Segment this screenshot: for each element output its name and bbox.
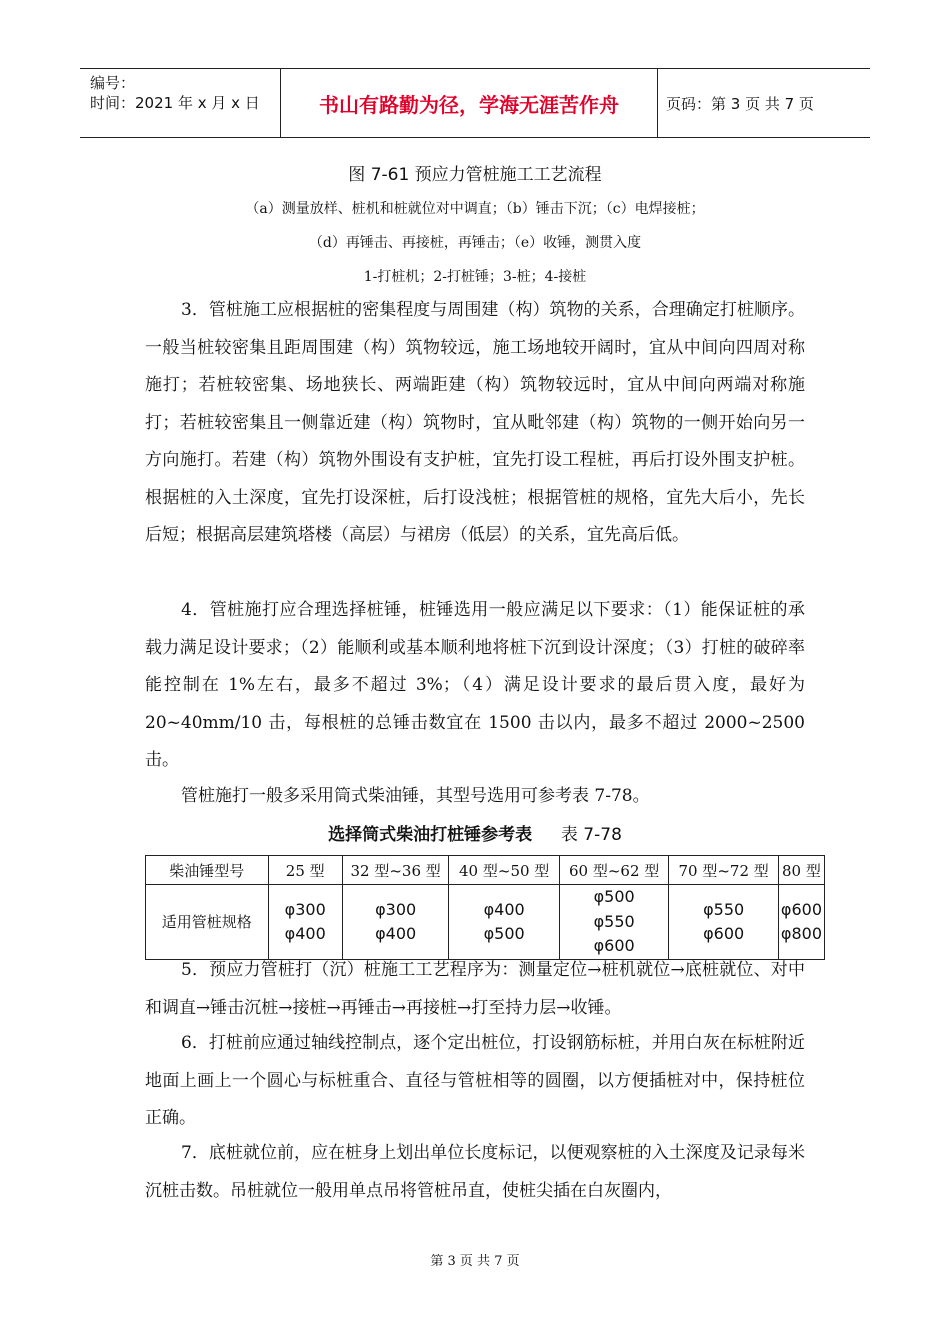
figure-caption-3: 1-打桩机；2-打桩锤；3-桩；4-接桩 (363, 269, 587, 285)
table-title-row (0, 820, 950, 845)
table-header-cell: 60 型~62 型 (559, 856, 668, 885)
document-date: 时间：2021 年 x 月 x 日 (90, 94, 260, 112)
page-footer: 第 3 页 共 7 页 (430, 1254, 520, 1269)
header-motto: 书山有路勤为径，学海无涯苦作舟 (280, 69, 658, 137)
table-number: 表 7-78 (560, 825, 622, 845)
table-cell: φ300 φ400 (268, 885, 342, 960)
table-header-cell: 70 型~72 型 (669, 856, 779, 885)
table-header-row (146, 856, 825, 885)
table-header-cell: 25 型 (268, 856, 342, 885)
paragraph-7: 7．底桩就位前，应在桩身上划出单位长度标记，以便观察桩的入土深度及记录每米沉桩击数。吊桩就位一般用单点吊将管桩吊直，使桩尖插在白灰圈内， (145, 1143, 805, 1201)
table-row-label: 适用管桩规格 (146, 885, 269, 960)
header-meta (80, 69, 280, 137)
table-cell: φ500 φ550 φ600 (559, 885, 668, 960)
document-number: 编号： (90, 74, 136, 92)
table-cell: φ400 φ500 (449, 885, 559, 960)
paragraph-4-note: 管桩施打一般多采用筒式柴油锤，其型号选用可参考表 7-78。 (181, 786, 650, 806)
table-header-cell: 32 型~36 型 (342, 856, 449, 885)
paragraph-3: 3．管桩施工应根据桩的密集程度与周围建（构）筑物的关系，合理确定打桩顺序。一般当桩较密集且距周围建（构）筑物较远，施工场地较开阔时，宜从中间向四周对称施打；若桩较密集、场地狭长、两端距建（构）筑物较远时，宜从中间向两端对称施打；若桩较密集且一侧靠近建（构）筑物时，宜从毗邻建（构）筑物的一侧开始向另一方向施打。若建（构）筑物外围设有支护桩，宜先打设工程桩，再后打设外围支护桩。根据桩的入土深度，宜先打设深桩，后打设浅桩；根据管桩的规格，宜先大后小，先长后短；根据高层建筑塔楼（高层）与裙房（低层）的关系，宜先高后低。 (145, 300, 805, 545)
paragraph-5: 5．预应力管桩打（沉）桩施工工艺程序为：测量定位→桩机就位→底桩就位、对中和调直→锤击沉桩→接桩→再锤击→再接桩→打至持力层→收锤。 (145, 960, 805, 1018)
figure-caption-1: （a）测量放样、桩机和桩就位对中调直；（b）锤击下沉；（c）电焊接桩； (245, 201, 705, 217)
table-cell: φ300 φ400 (342, 885, 449, 960)
table-header-cell: 柴油锤型号 (146, 856, 269, 885)
paragraph-4: 4．管桩施打应合理选择桩锤，桩锤选用一般应满足以下要求：（1）能保证桩的承载力满足设计要求；（2）能顺利或基本顺利地将桩下沉到设计深度；（3）打桩的破碎率能控制在 1%左右，最多不超过 3%；（4）满足设计要求的最后贯入度，最好为 20~40mm/10 击，每根桩的总锤击数宜在 1500 击以内，最多不超过 2000~2500 击。 (145, 600, 805, 770)
table-cell: φ550 φ600 (669, 885, 779, 960)
figure-title: 图 7-61 预应力管桩施工工艺流程 (348, 165, 602, 185)
table-title: 选择筒式柴油打桩锤参考表 (328, 825, 533, 845)
table-cell: φ600 φ800 (778, 885, 824, 960)
table-header-cell: 80 型 (778, 856, 824, 885)
header-page-number: 页码：第 3 页 共 7 页 (666, 94, 814, 113)
table-row (146, 885, 825, 960)
paragraph-6: 6．打桩前应通过轴线控制点，逐个定出桩位，打设钢筋标桩，并用白灰在标桩附近地面上画上一个圆心与标桩重合、直径与管桩相等的圆圈，以方便插桩对中，保持桩位正确。 (145, 1033, 805, 1128)
hammer-spec-table (145, 855, 825, 960)
figure-caption-2: （d）再锤击、再接桩，再锤击；（e）收锤，测贯入度 (308, 235, 642, 251)
page-header (80, 68, 870, 138)
table-header-cell: 40 型~50 型 (449, 856, 559, 885)
